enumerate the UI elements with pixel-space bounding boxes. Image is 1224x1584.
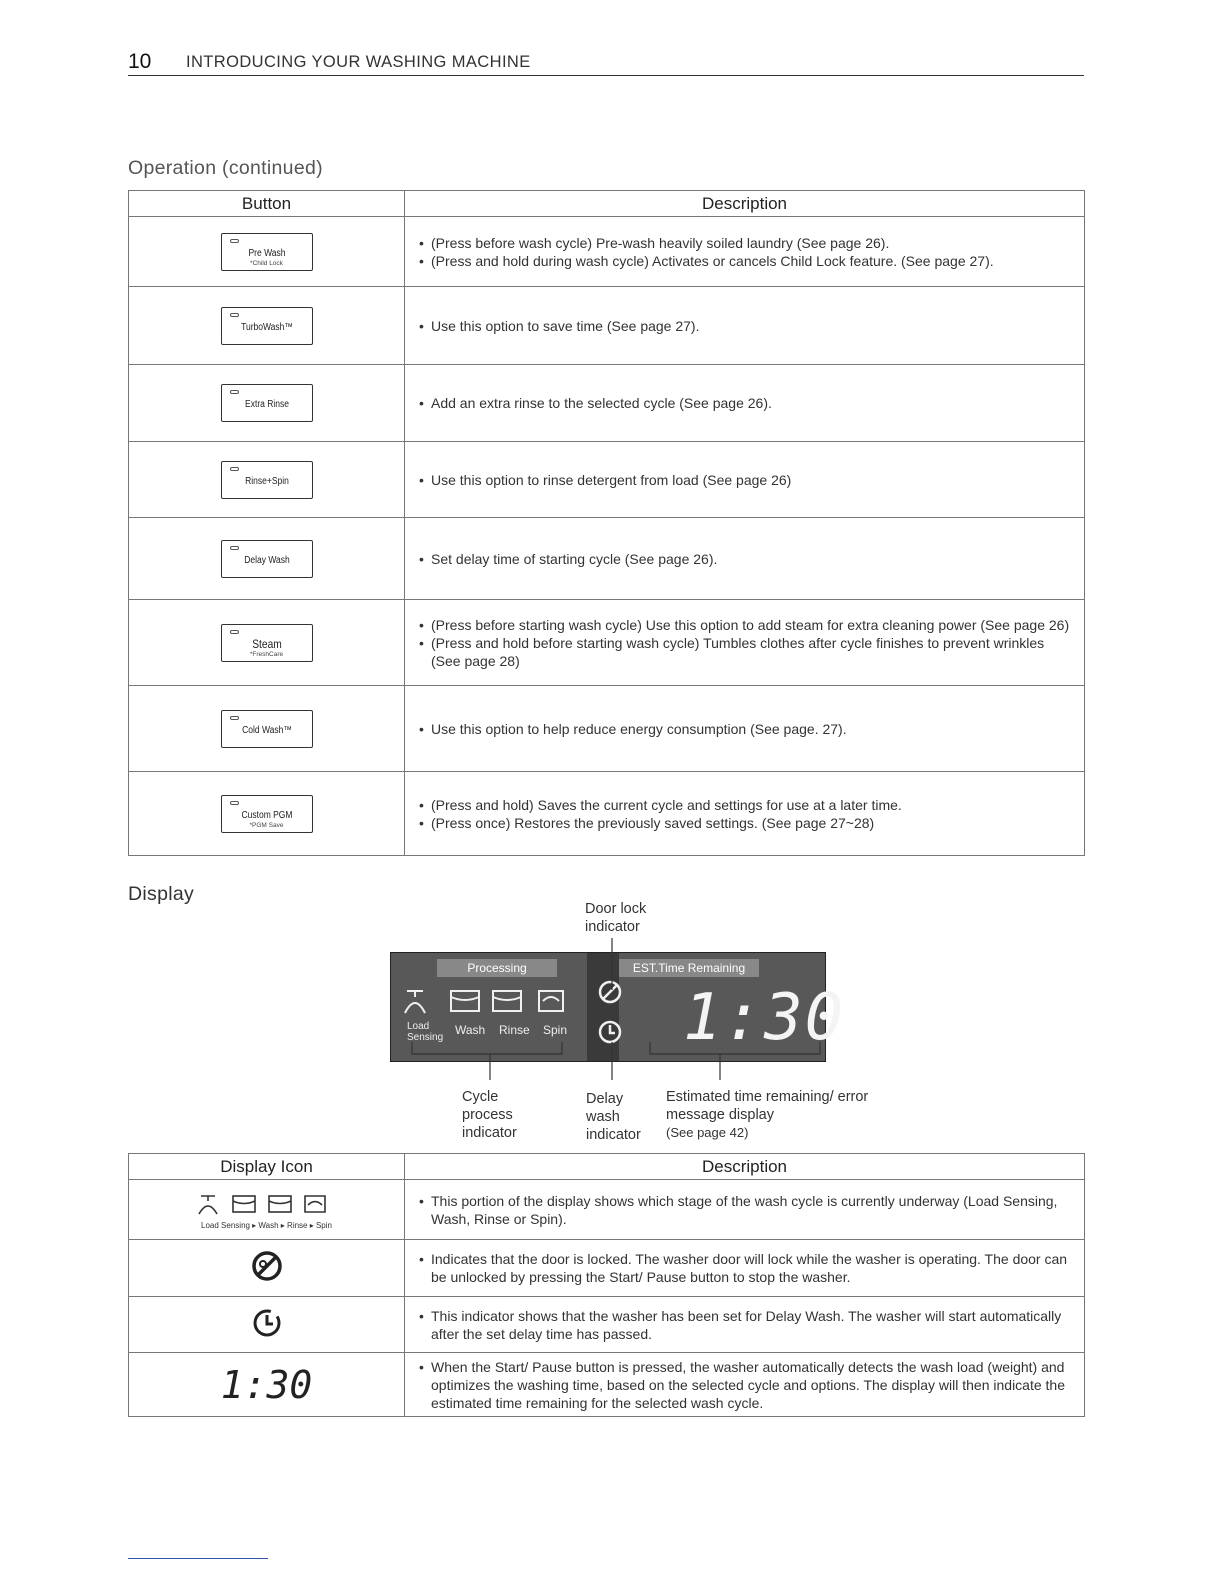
stage-label-spin: Spin	[543, 1023, 568, 1037]
button-illustration-cell	[129, 442, 405, 518]
delay-clock-icon	[250, 1305, 284, 1339]
description-bullet: • Indicates that the door is locked. The washer door will lock while the washer is operating. The door can be unlocked by pressing the Start/ Pause button to stop the washer.	[419, 1250, 1076, 1286]
description-cell	[405, 217, 1085, 287]
description-cell	[405, 1353, 1085, 1417]
panel-button-illustration	[221, 307, 313, 345]
button-secondary-label: *PGM Save	[249, 821, 284, 829]
table-row	[129, 1353, 1085, 1417]
operation-table-header	[129, 191, 1085, 217]
button-illustration-cell	[129, 287, 405, 365]
cycle-stage-icons	[197, 1190, 337, 1216]
description-bullet: • This portion of the display shows which stage of the wash cycle is currently underway (Load Sensing, Wash, Rinse or Spin).	[419, 1192, 1076, 1228]
cycle-stage-caption: Load Sensing ▸ Wash ▸ Rinse ▸ Spin	[201, 1220, 332, 1230]
table-row	[129, 287, 1085, 365]
description-list	[419, 1250, 1076, 1286]
indicator-led-icon	[230, 467, 239, 471]
operation-heading: Operation (continued)	[128, 157, 323, 179]
display-icon-cell	[129, 1353, 405, 1417]
description-cell	[405, 600, 1085, 686]
button-label: Pre Wash	[247, 247, 286, 259]
indicator-led-icon	[230, 630, 239, 634]
display-heading: Display	[128, 883, 195, 905]
display-icon-cell	[129, 1297, 405, 1353]
button-illustration-cell	[129, 217, 405, 287]
button-label: Rinse+Spin	[244, 475, 289, 487]
description-list	[419, 317, 1076, 335]
indicator-led-icon	[230, 239, 239, 243]
description-bullet: • Use this option to rinse detergent from load (See page 26)	[419, 471, 1076, 489]
button-label: Cold Wash™	[241, 724, 292, 736]
button-label: Custom PGM	[240, 809, 292, 821]
description-bullet: • Set delay time of starting cycle (See page 26).	[419, 550, 1076, 568]
panel-button-illustration	[221, 710, 313, 748]
description-cell	[405, 287, 1085, 365]
description-list	[419, 796, 1076, 832]
description-cell	[405, 442, 1085, 518]
panel-button-illustration	[221, 233, 313, 271]
stage-label-wash: Wash	[455, 1023, 486, 1037]
description-bullet: • (Press and hold during wash cycle) Activates or cancels Child Lock feature. (See page 27).	[419, 252, 1076, 270]
indicator-led-icon	[230, 716, 239, 720]
description-cell	[405, 365, 1085, 442]
description-list	[419, 234, 1076, 270]
column-header-display-description: Description	[405, 1154, 1085, 1180]
button-label: Extra Rinse	[244, 399, 289, 410]
callout-delay-wash: Delay wash indicator	[586, 1091, 641, 1143]
button-label: Delay Wash	[243, 554, 290, 566]
button-illustration-cell	[129, 600, 405, 686]
button-label: TurboWash™	[240, 321, 293, 333]
indicator-led-icon	[230, 801, 239, 805]
description-cell	[405, 686, 1085, 772]
display-icon-cell	[129, 1180, 405, 1240]
description-list	[419, 550, 1076, 568]
description-list	[419, 471, 1076, 489]
description-bullet: • (Press and hold) Saves the current cycle and settings for use at a later time.	[419, 796, 1076, 814]
table-row	[129, 365, 1085, 442]
description-bullet: • This indicator shows that the washer has been set for Delay Wash. The washer will start automatically after the set delay time has passed.	[419, 1307, 1076, 1343]
callout-est-time-group	[666, 1088, 876, 1142]
description-bullet: • Add an extra rinse to the selected cycle (See page 26).	[419, 394, 1076, 412]
column-header-description: Description	[405, 191, 1085, 217]
panel-button-illustration	[221, 384, 313, 422]
panel-button-illustration	[221, 795, 313, 833]
display-table-header	[129, 1154, 1085, 1180]
description-cell	[405, 772, 1085, 856]
panel-button-illustration	[221, 540, 313, 578]
description-bullet: • (Press once) Restores the previously saved settings. (See page 27~28)	[419, 814, 1076, 832]
processing-label: Processing	[437, 959, 557, 977]
description-cell	[405, 1240, 1085, 1297]
door-lock-icon	[250, 1249, 284, 1283]
description-bullet: • (Press before wash cycle) Pre-wash heavily soiled laundry (See page 26).	[419, 234, 1076, 252]
description-list	[419, 720, 1076, 738]
description-list	[419, 1192, 1076, 1228]
indicator-led-icon	[230, 546, 239, 550]
callout-door-lock: Door lock indicator	[585, 901, 647, 935]
description-bullet: • Use this option to save time (See page 27).	[419, 317, 1076, 335]
table-row	[129, 686, 1085, 772]
description-list	[419, 616, 1076, 670]
table-row	[129, 1180, 1085, 1240]
operation-table	[128, 190, 1085, 856]
load-sensing-icon	[199, 1196, 217, 1214]
stage-label-rinse: Rinse	[499, 1023, 530, 1037]
description-cell	[405, 518, 1085, 600]
description-bullet: • (Press before starting wash cycle) Use this option to add steam for extra cleaning power (See page 26)	[419, 616, 1076, 634]
button-illustration-cell	[129, 686, 405, 772]
table-row	[129, 1297, 1085, 1353]
description-list	[419, 394, 1076, 412]
spin-icon	[305, 1196, 325, 1212]
description-bullet: • (Press and hold before starting wash cycle) Tumbles clothes after cycle finishes to prevent wrinkles (See page 28)	[419, 634, 1076, 670]
table-row	[129, 518, 1085, 600]
table-row	[129, 1240, 1085, 1297]
callout-est-time: Estimated time remaining/ error message display	[666, 1089, 869, 1123]
column-header-display-icon: Display Icon	[129, 1154, 405, 1180]
button-secondary-label: *FreshCare	[249, 650, 284, 658]
description-cell	[405, 1297, 1085, 1353]
time-remaining-label: EST.Time Remaining	[619, 959, 759, 977]
description-list	[419, 1358, 1076, 1412]
callout-leader-lines	[380, 930, 850, 1090]
table-row	[129, 772, 1085, 856]
description-bullet: • Use this option to help reduce energy consumption (See page. 27).	[419, 720, 1076, 738]
button-illustration-cell	[129, 772, 405, 856]
table-row	[129, 442, 1085, 518]
display-icon-cell	[129, 1240, 405, 1297]
callout-est-time-ref: (See page 42)	[666, 1125, 749, 1140]
panel-button-illustration	[221, 461, 313, 499]
footer-rule	[128, 1558, 268, 1559]
panel-button-illustration	[221, 624, 313, 662]
button-illustration-cell	[129, 365, 405, 442]
table-row	[129, 217, 1085, 287]
indicator-led-icon	[230, 390, 239, 394]
indicator-led-icon	[230, 313, 239, 317]
button-label: Steam	[251, 636, 282, 651]
column-header-button: Button	[129, 191, 405, 217]
callout-cycle-process: Cycle process indicator	[462, 1089, 517, 1141]
time-display-digits: 1:30	[220, 1362, 313, 1407]
page-number: 10	[128, 50, 152, 73]
table-row	[129, 600, 1085, 686]
stage-label-load: Load Sensing	[407, 1021, 444, 1043]
description-bullet: • When the Start/ Pause button is pressed, the washer automatically detects the wash load (weight) and optimizes the washing time, based on the selected cycle and options. The display will then indicate the estimated time remaining for the selected wash cycle.	[419, 1358, 1076, 1412]
time-remaining-digits: 1:30	[683, 981, 846, 1055]
button-illustration-cell	[129, 518, 405, 600]
description-cell	[405, 1180, 1085, 1240]
display-icon-table	[128, 1153, 1085, 1417]
description-list	[419, 1307, 1076, 1343]
page-header	[128, 50, 1084, 76]
button-secondary-label: *Child Lock	[250, 259, 283, 267]
page-section-title: INTRODUCING YOUR WASHING MACHINE	[186, 53, 531, 71]
